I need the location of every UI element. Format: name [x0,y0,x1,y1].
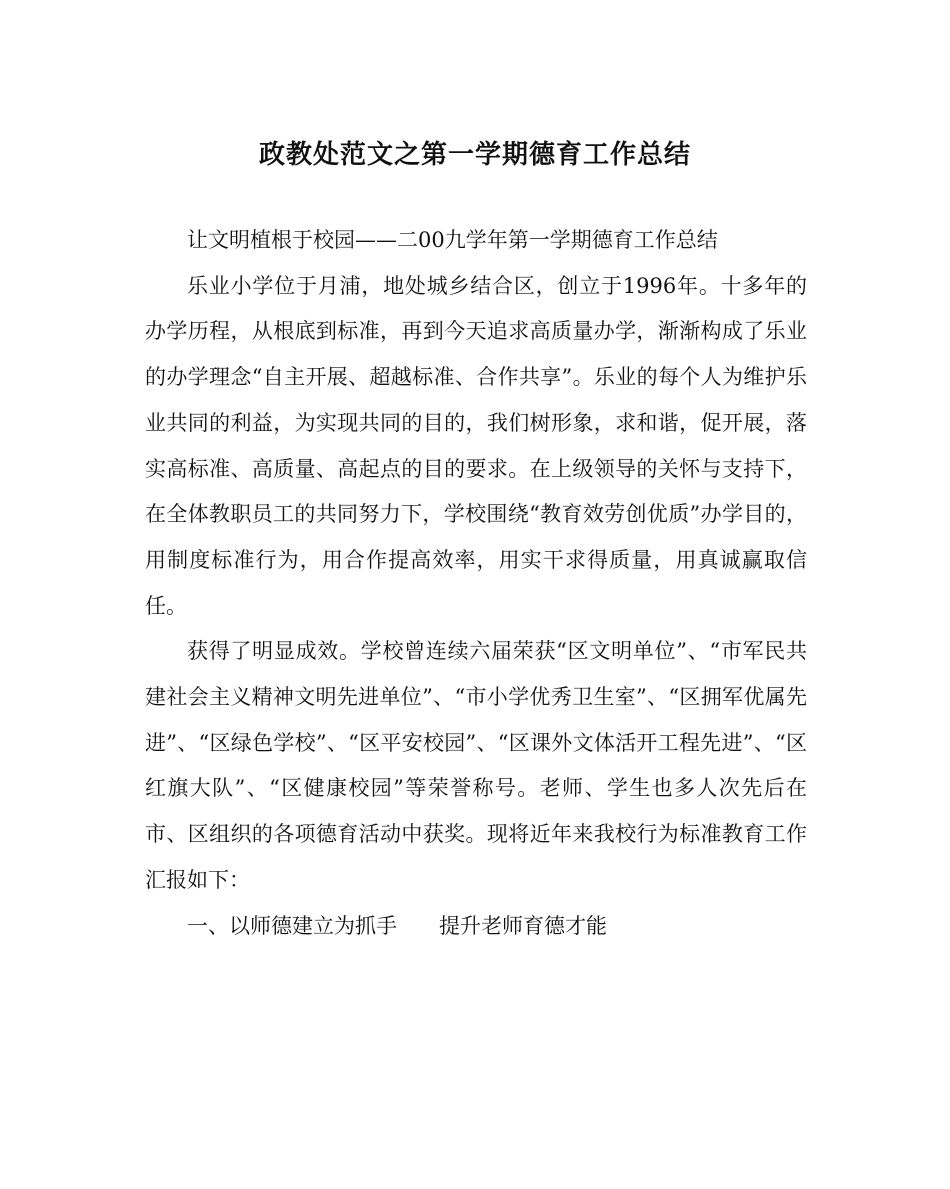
paragraph-school-intro: 乐业小学位于月浦，地处城乡结合区，创立于1996年。十多年的办学历程，从根底到标准，再到今天追求高质量办学，渐渐构成了乐业的办学理念“自主开展、超越标准、合作共享”。乐业的每个人为维护乐业共同的利益，为实现共同的目的，我们树形象，求和谐，促开展，落实高标准、高质量、高起点的目的要求。在上级领导的关怀与支持下，在全体教职员工的共同努力下，学校围绕“教育效劳创优质”办学目的，用制度标准行为，用合作提高效率，用实干求得质量，用真诚赢取信任。 [145,273,807,618]
paragraph-achievements: 获得了明显成效。学校曾连续六届荣获“区文明单位”、“市军民共建社会主义精神文明先进单位”、“市小学优秀卫生室”、“区拥军优属先进”、“区绿色学校”、“区平安校园”、“区课外文体活开工程先进”、“区红旗大队”、“区健康校园”等荣誉称号。老师、学生也多人次先后在市、区组织的各项德育活动中获奖。现将近年来我校行为标准教育工作汇报如下： [145,639,807,892]
document-body [145,218,807,949]
section-heading: 一、以师德建立为抓手 提升老师育德才能 [187,913,607,938]
document-title: 政教处范文之第一学期德育工作总结 [258,140,691,170]
subtitle-line: 让文明植根于校园——二00九学年第一学期德育工作总结 [187,228,718,252]
